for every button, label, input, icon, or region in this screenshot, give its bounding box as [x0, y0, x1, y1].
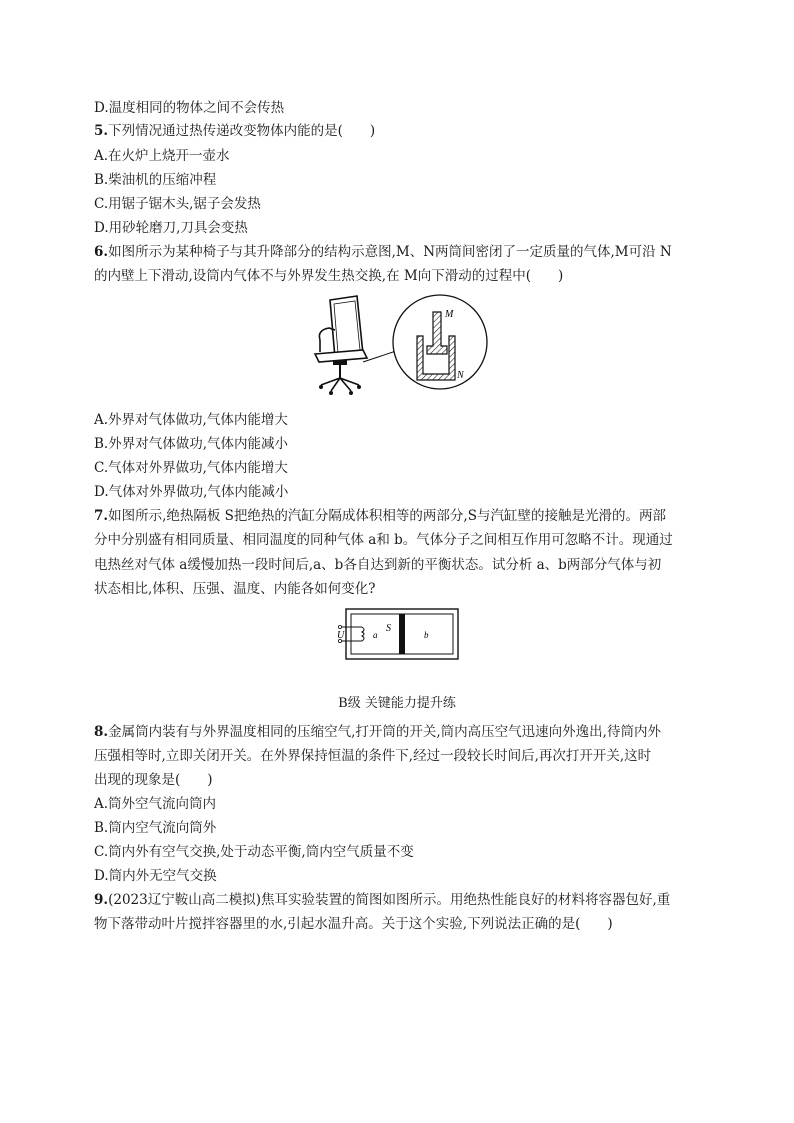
- question-text: 如图所示为某种椅子与其升降部分的结构示意图,M、N两筒间密闭了一定质量的气体,M可沿 N: [108, 244, 672, 260]
- question-number: 5.: [94, 123, 109, 139]
- q4-option-d: D.温度相同的物体之间不会传热: [94, 100, 285, 116]
- q5-option-c: C.用锯子锯木头,锯子会发热: [94, 196, 261, 212]
- label-s: S: [386, 623, 391, 634]
- q8-option-a: A.筒外空气流向筒内: [94, 796, 217, 812]
- label-u: U: [337, 630, 345, 641]
- q8-option-b: B.筒内空气流向筒外: [94, 820, 217, 836]
- question-5: [94, 121, 700, 141]
- q6-option-b: B.外界对气体做功,气体内能减小: [94, 436, 289, 452]
- question-8-line-2: 压强相等时,立即关闭开关。在外界保持恒温的条件下,经过一段较长时间后,再次打开开关,这时: [94, 748, 652, 764]
- q6-option-d: D.气体对外界做功,气体内能减小: [94, 484, 289, 500]
- question-text: 下列情况通过热传递改变物体内能的是( ): [108, 123, 376, 139]
- section-b-heading: B级 关键能力提升练: [338, 696, 456, 711]
- q6-option-c: C.气体对外界做功,气体内能增大: [94, 460, 288, 476]
- q5-option-b: B.柴油机的压缩冲程: [94, 172, 217, 188]
- question-number: 9.: [94, 892, 109, 908]
- q5-option-a: A.在火炉上烧开一壶水: [94, 148, 230, 164]
- question-text: 如图所示,绝热隔板 S把绝热的汽缸分隔成体积相等的两部分,S与汽缸壁的接触是光滑的。两部: [108, 508, 666, 524]
- cylinder-diagram: [336, 607, 462, 661]
- question-number: 8.: [94, 724, 109, 740]
- question-7-line-3: 电热丝对气体 a缓慢加热一段时间后,a、b各自达到新的平衡状态。试分析 a、b两部分气体与初: [94, 557, 662, 573]
- question-number: 6.: [94, 244, 109, 260]
- chair-diagram: [305, 292, 495, 396]
- q8-option-c: C.筒内外有空气交换,处于动态平衡,筒内空气质量不变: [94, 844, 414, 860]
- question-7-line-2: 分中分别盛有相同质量、相同温度的同种气体 a和 b。气体分子之间相互作用可忽略不计。现通过: [94, 532, 673, 548]
- question-number: 7.: [94, 508, 109, 524]
- question-8: [94, 722, 700, 742]
- question-9-line-2: 物下落带动叶片搅拌容器里的水,引起水温升高。关于这个实验,下列说法正确的是( ): [94, 916, 613, 932]
- question-9: [94, 890, 700, 910]
- question-7: [94, 506, 700, 526]
- label-m: M: [445, 309, 454, 320]
- label-a: a: [373, 630, 378, 640]
- label-n: N: [457, 370, 464, 381]
- label-b: b: [424, 630, 429, 640]
- question-text: 金属筒内装有与外界温度相同的压缩空气,打开筒的开关,筒内高压空气迅速向外逸出,待筒内外: [108, 724, 661, 740]
- question-6-continued: 的内壁上下滑动,设筒内气体不与外界发生热交换,在 M向下滑动的过程中( ): [94, 268, 564, 284]
- question-7-line-4: 状态相比,体积、压强、温度、内能各如何变化?: [94, 581, 376, 597]
- q6-option-a: A.外界对气体做功,气体内能增大: [94, 412, 288, 428]
- q5-option-d: D.用砂轮磨刀,刀具会变热: [94, 220, 248, 236]
- q8-option-d: D.筒内外无空气交换: [94, 868, 217, 884]
- question-6: [94, 242, 700, 262]
- question-8-line-3: 出现的现象是( ): [94, 772, 213, 788]
- question-text: (2023辽宁鞍山高二模拟)焦耳实验装置的简图如图所示。用绝热性能良好的材料将容器包好,重: [108, 892, 671, 908]
